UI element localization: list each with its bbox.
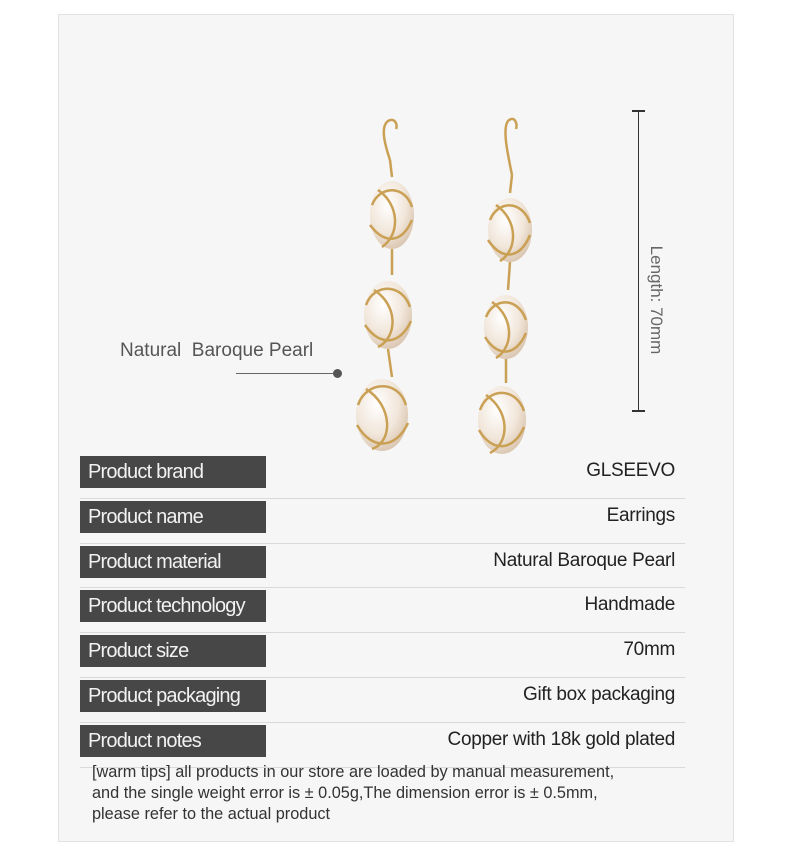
earrings-image	[340, 115, 570, 470]
tips-line-1: [warm tips] all products in our store are loaded by manual measurement,	[92, 763, 615, 781]
right-earring	[478, 119, 532, 454]
spec-label: Product brand	[80, 456, 266, 488]
spec-row-brand	[80, 454, 685, 499]
spec-value: Handmade	[584, 594, 675, 616]
spec-row-notes	[80, 723, 685, 768]
spec-row-size	[80, 633, 685, 678]
spec-row-name	[80, 499, 685, 544]
spec-label: Product notes	[80, 725, 266, 757]
spec-table	[80, 454, 685, 768]
spec-label: Product size	[80, 635, 266, 667]
spec-label: Product name	[80, 501, 266, 533]
dimension-line	[638, 111, 639, 411]
spec-value: Gift box packaging	[523, 683, 675, 705]
callout-label: Natural Baroque Pearl	[120, 340, 314, 361]
tips-line-3: please refer to the actual product	[92, 805, 331, 823]
spec-label: Product technology	[80, 590, 266, 622]
spec-value: Earrings	[606, 504, 675, 526]
tips-line-2: and the single weight error is ± 0.05g,The dimension error is ± 0.5mm,	[92, 784, 598, 802]
spec-value: Natural Baroque Pearl	[493, 549, 675, 571]
spec-value: 70mm	[623, 639, 675, 661]
callout-line	[236, 373, 338, 374]
spec-label: Product packaging	[80, 680, 266, 712]
spec-row-material	[80, 544, 685, 589]
spec-row-technology	[80, 588, 685, 633]
spec-value: GLSEEVO	[586, 460, 675, 481]
dimension-label: Length: 70mm	[647, 245, 666, 355]
spec-row-packaging	[80, 678, 685, 723]
left-earring	[356, 120, 414, 451]
spec-label: Product material	[80, 546, 266, 578]
dimension-cap-bottom	[632, 410, 645, 412]
warm-tips	[92, 762, 712, 825]
callout-dot	[333, 369, 342, 378]
spec-value: Copper with 18k gold plated	[447, 728, 675, 750]
